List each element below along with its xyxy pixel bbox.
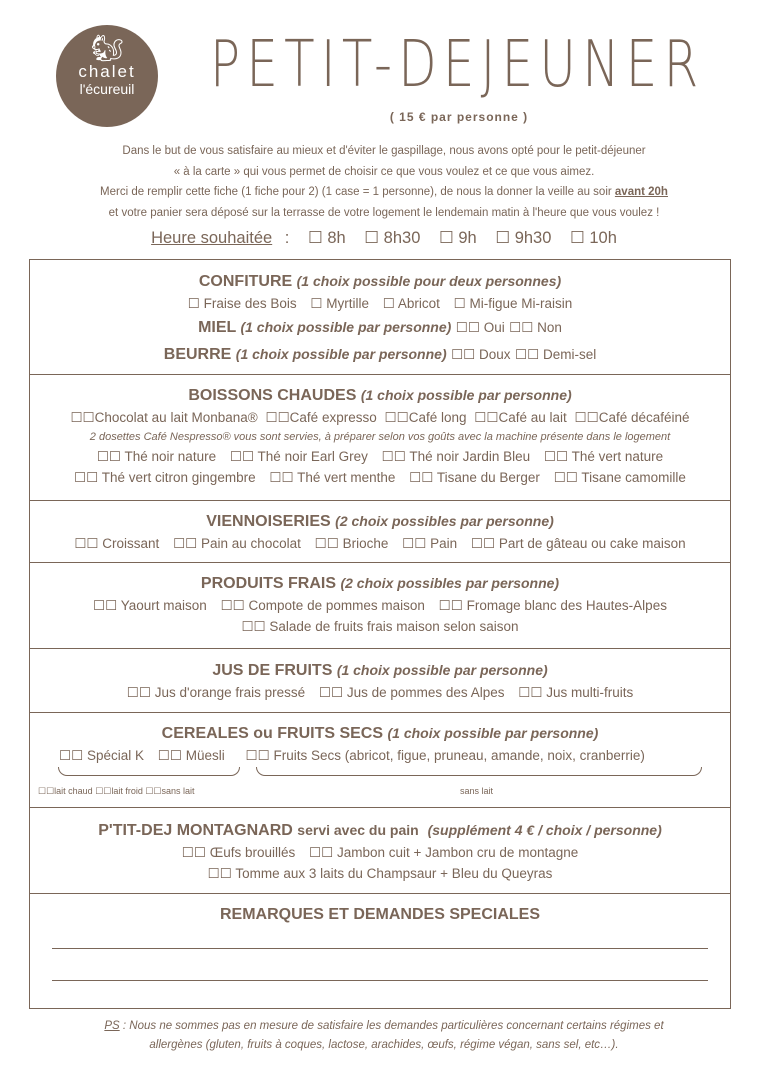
produits-row1 bbox=[30, 595, 730, 616]
confiture-heading bbox=[30, 270, 730, 293]
heure-option[interactable]: ☐ 9h30 bbox=[495, 229, 552, 247]
boissons-row2 bbox=[30, 446, 730, 467]
miel-row bbox=[30, 314, 730, 341]
heure-option[interactable]: ☐ 8h30 bbox=[364, 229, 421, 247]
intro-line2: « à la carte » qui vous permet de choisir ce que vous voulez et ce que vous aimez. bbox=[173, 165, 595, 178]
produits-title: PRODUITS FRAIS bbox=[200, 575, 337, 592]
montagnard-heading bbox=[30, 819, 730, 842]
viennoiseries-heading bbox=[30, 510, 730, 533]
sans-lait-label: sans lait bbox=[460, 786, 494, 796]
montagnard-row1 bbox=[30, 842, 730, 863]
boissons-row1 bbox=[30, 407, 730, 428]
option-checkbox[interactable]: ☐☐ Pain au chocolat bbox=[173, 536, 301, 551]
option-checkbox[interactable]: ☐☐ Thé noir Earl Grey bbox=[229, 449, 368, 464]
option-checkbox[interactable]: ☐☐ Tisane camomille bbox=[553, 470, 686, 485]
section-jus bbox=[30, 649, 730, 713]
montagnard-row2 bbox=[30, 863, 730, 884]
section-confiture bbox=[30, 260, 730, 375]
confiture-options bbox=[30, 293, 730, 314]
option-checkbox[interactable]: ☐☐ Jus de pommes des Alpes bbox=[318, 685, 505, 700]
section-cereales bbox=[30, 713, 730, 808]
option-checkbox[interactable]: ☐☐ Œufs brouillés bbox=[181, 845, 296, 860]
intro-line4: et votre panier sera déposé sur la terrasse de votre logement le lendemain matin à l'heure que vous voulez ! bbox=[108, 206, 660, 219]
section-montagnard bbox=[30, 808, 730, 894]
cereales-options bbox=[30, 745, 730, 766]
confiture-note: (1 choix possible pour deux personnes) bbox=[296, 273, 562, 289]
montagnard-subtitle: servi avec du pain bbox=[297, 822, 419, 838]
option-checkbox[interactable]: ☐ Mi-figue Mi-raisin bbox=[453, 296, 573, 311]
intro-line3-text: Merci de remplir cette fiche (1 fiche pour 2) (1 case = 1 personne), de nous la donner la veille au soir bbox=[100, 186, 615, 198]
produits-note: (2 choix possibles par personne) bbox=[340, 575, 560, 591]
option-checkbox[interactable]: ☐ Myrtille bbox=[310, 296, 369, 311]
option-checkbox[interactable]: ☐☐ Thé vert menthe bbox=[269, 470, 396, 485]
boissons-heading bbox=[30, 384, 730, 407]
intro-line1: Dans le but de vous satisfaire au mieux et d'éviter le gaspillage, nous avons opté pour le petit-déjeuner bbox=[122, 145, 646, 157]
remarques-title: REMARQUES ET DEMANDES SPECIALES bbox=[219, 906, 541, 923]
option-checkbox[interactable]: ☐ Fraise des Bois bbox=[187, 296, 297, 311]
option-checkbox[interactable]: ☐☐ Jus multi-fruits bbox=[518, 685, 634, 700]
option-checkbox[interactable]: ☐☐ Salade de fruits frais maison selon saison bbox=[241, 619, 519, 634]
option-checkbox[interactable]: ☐☐ Tomme aux 3 laits du Champsaur + Bleu du Queyras bbox=[207, 866, 553, 881]
viennoiseries-title: VIENNOISERIES bbox=[206, 513, 331, 530]
miel-note: (1 choix possible par personne) bbox=[240, 319, 452, 335]
boissons-title: BOISSONS CHAUDES bbox=[188, 387, 357, 404]
section-produits-frais bbox=[30, 563, 730, 649]
beurre-note: (1 choix possible par personne) bbox=[235, 346, 447, 362]
jus-title: JUS DE FRUITS bbox=[212, 662, 333, 679]
ps-label: PS bbox=[104, 1020, 120, 1032]
heure-row bbox=[0, 228, 768, 248]
option-checkbox[interactable]: ☐☐Chocolat au lait Monbana® bbox=[70, 410, 258, 425]
ps-note bbox=[40, 1017, 728, 1055]
montagnard-note: (supplément 4 € / choix / personne) bbox=[427, 822, 662, 838]
brace-fruits-secs bbox=[256, 767, 702, 776]
option-checkbox[interactable]: ☐☐ Oui bbox=[455, 320, 505, 335]
option-checkbox[interactable]: ☐☐ Müesli bbox=[157, 748, 225, 763]
option-checkbox[interactable]: ☐☐ Fromage blanc des Hautes-Alpes bbox=[438, 598, 667, 613]
option-checkbox[interactable]: ☐☐ Compote de pommes maison bbox=[220, 598, 425, 613]
remarques-input-line[interactable] bbox=[52, 948, 708, 949]
intro bbox=[20, 141, 748, 223]
squirrel-icon: 🐿 bbox=[90, 33, 124, 63]
option-checkbox[interactable]: ☐☐sans lait bbox=[145, 786, 195, 796]
logo-line2: l'écureuil bbox=[79, 81, 135, 97]
confiture-title: CONFITURE bbox=[198, 273, 293, 290]
produits-heading bbox=[30, 572, 730, 595]
logo-line1: chalet bbox=[78, 62, 136, 81]
jus-options bbox=[30, 682, 730, 703]
option-checkbox[interactable]: ☐☐ Pain bbox=[402, 536, 458, 551]
milk-options bbox=[38, 786, 195, 797]
option-checkbox[interactable]: ☐☐Café au lait bbox=[474, 410, 567, 425]
heure-sep: : bbox=[284, 229, 290, 247]
option-checkbox[interactable]: ☐☐ Thé vert nature bbox=[543, 449, 664, 464]
price: ( 15 € par personne ) bbox=[389, 110, 529, 124]
option-checkbox[interactable]: ☐☐ Yaourt maison bbox=[93, 598, 207, 613]
option-checkbox[interactable]: ☐☐ Fruits Secs (abricot, figue, pruneau, amande, noix, cranberrie) bbox=[245, 748, 645, 763]
cereales-title: CEREALES ou FRUITS SECS bbox=[161, 725, 384, 742]
option-checkbox[interactable]: ☐☐ Part de gâteau ou cake maison bbox=[470, 536, 686, 551]
beurre-row bbox=[30, 341, 730, 368]
option-checkbox[interactable]: ☐☐ Thé noir nature bbox=[96, 449, 217, 464]
jus-note: (1 choix possible par personne) bbox=[336, 662, 548, 678]
section-viennoiseries bbox=[30, 501, 730, 563]
brace-cereales bbox=[58, 767, 240, 776]
option-checkbox[interactable]: ☐☐ Brioche bbox=[314, 536, 389, 551]
boissons-note: (1 choix possible par personne) bbox=[360, 387, 572, 403]
beurre-title: BEURRE bbox=[163, 346, 232, 363]
produits-row2 bbox=[30, 616, 730, 637]
option-checkbox[interactable]: ☐☐ Jambon cuit + Jambon cru de montagne bbox=[309, 845, 579, 860]
montagnard-title: P'TIT-DEJ MONTAGNARD bbox=[98, 822, 293, 839]
section-remarques bbox=[30, 894, 730, 1008]
option-checkbox[interactable]: ☐☐ Jus d'orange frais pressé bbox=[126, 685, 306, 700]
option-checkbox[interactable]: ☐☐Café décaféiné bbox=[574, 410, 690, 425]
miel-title: MIEL bbox=[198, 319, 237, 336]
heure-option[interactable]: ☐ 8h bbox=[307, 229, 346, 247]
intro-deadline: avant 20h bbox=[614, 186, 668, 198]
ps-line2: allergènes (gluten, fruits à coques, lactose, arachides, œufs, régime végan, sans sel, etc…). bbox=[149, 1039, 619, 1051]
section-boissons bbox=[30, 375, 730, 501]
viennoiseries-options bbox=[30, 533, 730, 554]
boissons-row3 bbox=[30, 467, 730, 488]
option-checkbox[interactable]: ☐☐ Thé noir Jardin Bleu bbox=[381, 449, 531, 464]
option-checkbox[interactable]: ☐☐ Tisane du Berger bbox=[409, 470, 540, 485]
option-checkbox[interactable]: ☐☐Café expresso bbox=[265, 410, 377, 425]
option-checkbox[interactable]: ☐☐ Thé vert citron gingembre bbox=[74, 470, 256, 485]
heure-label: Heure souhaitée bbox=[151, 229, 273, 247]
option-checkbox[interactable]: ☐☐ Croissant bbox=[74, 536, 160, 551]
cereales-note: (1 choix possible par personne) bbox=[387, 725, 599, 741]
order-form bbox=[29, 259, 731, 1009]
option-checkbox[interactable]: ☐☐lait froid bbox=[95, 786, 143, 796]
page-title: PETIT-DEJEUNER bbox=[210, 28, 705, 102]
jus-heading bbox=[30, 659, 730, 682]
option-checkbox[interactable]: ☐☐Café long bbox=[384, 410, 467, 425]
nespresso-info: 2 dosettes Café Nespresso® vous sont servies, à préparer selon vos goûts avec la machine présente dans le logement bbox=[89, 431, 671, 443]
intro-line3 bbox=[20, 182, 748, 203]
heure-option[interactable]: ☐ 9h bbox=[438, 229, 477, 247]
option-checkbox[interactable]: ☐☐ Spécial K bbox=[59, 748, 144, 763]
option-checkbox[interactable]: ☐☐ Doux bbox=[451, 347, 511, 362]
cereales-heading bbox=[30, 722, 730, 745]
ps-line1 bbox=[40, 1017, 728, 1036]
remarques-input-line[interactable] bbox=[52, 980, 708, 981]
option-checkbox[interactable]: ☐☐ Non bbox=[509, 320, 562, 335]
option-checkbox[interactable]: ☐☐lait chaud bbox=[38, 786, 93, 796]
ps-text: : Nous ne sommes pas en mesure de satisfaire les demandes particulières concernant certains régimes et bbox=[119, 1020, 664, 1032]
option-checkbox[interactable]: ☐☐ Demi-sel bbox=[515, 347, 597, 362]
viennoiseries-note: (2 choix possibles par personne) bbox=[335, 513, 554, 529]
heure-option[interactable]: ☐ 10h bbox=[570, 229, 617, 247]
option-checkbox[interactable]: ☐ Abricot bbox=[382, 296, 440, 311]
